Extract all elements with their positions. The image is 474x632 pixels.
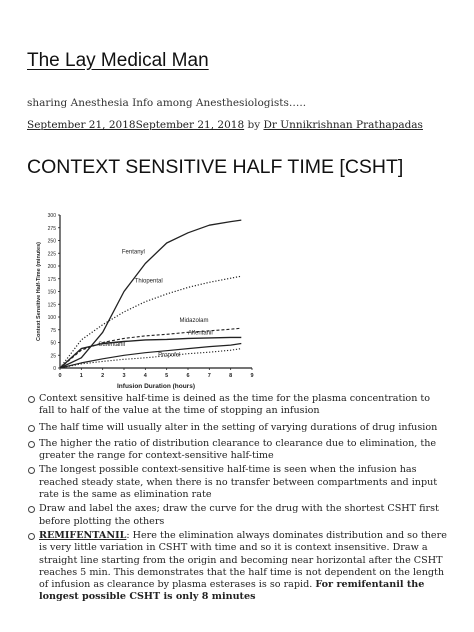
list-item bbox=[27, 438, 447, 463]
y-tick-label: 275 bbox=[47, 225, 56, 232]
series-label-alfentanil: Alfentanil bbox=[188, 330, 213, 337]
author-link[interactable]: Dr Unnikrishnan Prathapadas bbox=[263, 119, 423, 131]
bullet-text: Context sensitive half-time is deined as the time for the plasma concentration to fall to half of the value at the time of stopping an infusion bbox=[39, 393, 431, 417]
post-date-link[interactable]: September 21, 2018September 21, 2018 bbox=[27, 119, 245, 131]
list-item bbox=[27, 422, 447, 434]
x-tick-label: 7 bbox=[207, 373, 211, 379]
y-tick-label: 75 bbox=[50, 327, 56, 334]
y-tick-label: 50 bbox=[50, 340, 56, 347]
x-tick-label: 1 bbox=[79, 373, 83, 379]
bullet-text: The longest possible context-sensitive half-time is seen when the infusion has reached steady state, when there is no transfer between compartments and input rate is the same as elimination rate bbox=[39, 464, 438, 501]
circle-bullet-icon bbox=[28, 533, 35, 540]
x-axis-title: Infusion Duration (hours) bbox=[117, 383, 195, 390]
y-tick-label: 300 bbox=[47, 213, 56, 219]
circle-bullet-icon bbox=[28, 467, 35, 474]
y-tick-label: 0 bbox=[53, 366, 56, 372]
circle-bullet-icon bbox=[28, 441, 35, 448]
y-tick-label: 225 bbox=[47, 251, 56, 258]
list-item bbox=[27, 464, 447, 501]
series-line-thiopental bbox=[60, 276, 241, 368]
bullet-text: The higher the ratio of distribution clearance to clearance due to elimination, the greater the range for context-sensitive half-time bbox=[39, 437, 437, 462]
remifentanil-bold-text: For remifentanil the longest possible CSHT is only 8 minutes bbox=[39, 579, 425, 603]
y-tick-label: 100 bbox=[47, 315, 56, 321]
x-tick-label: 2 bbox=[101, 373, 105, 379]
list-item-remifentanil bbox=[27, 530, 447, 604]
series-label-fentanyl: Fentanyl bbox=[121, 249, 145, 256]
y-tick-label: 175 bbox=[47, 276, 56, 283]
circle-bullet-icon bbox=[28, 396, 35, 403]
x-tick-label: 3 bbox=[122, 373, 126, 379]
x-tick-label: 8 bbox=[229, 373, 233, 379]
notes-list bbox=[27, 393, 447, 608]
y-tick-label: 125 bbox=[47, 302, 56, 309]
remifentanil-label: REMIFENTANIL bbox=[39, 529, 127, 541]
x-tick-label: 4 bbox=[143, 373, 147, 379]
site-title-link[interactable]: The Lay Medical Man bbox=[27, 50, 209, 71]
site-tagline: sharing Anesthesia Info among Anesthesiologists….. bbox=[27, 97, 307, 109]
list-item bbox=[27, 503, 447, 528]
csht-chart bbox=[30, 205, 260, 395]
series-label-propofol: Propofol bbox=[158, 352, 181, 359]
circle-bullet-icon bbox=[28, 425, 35, 432]
post-meta bbox=[27, 119, 423, 131]
bullet-text: The half time will usually alter in the setting of varying durations of drug infusion bbox=[39, 421, 438, 433]
series-label-thiopental: Thiopental bbox=[134, 278, 163, 285]
remifentanil-text: : Here the elimination always dominates distribution and so there is very little variation in CSHT with time and so it is context insensitive. Draw a straight line starting from the origin and becoming near horizontal after the CSHT reaches 5 min. This demonstrates that the half time is not dependent on the length of infusion as clearance by plasma esterases is so rapid. bbox=[39, 529, 447, 591]
series-label-midazolam: Midazolam bbox=[179, 318, 209, 325]
y-tick-label: 25 bbox=[50, 353, 56, 360]
x-tick-label: 6 bbox=[186, 373, 190, 379]
y-tick-label: 150 bbox=[47, 289, 56, 296]
y-tick-label: 250 bbox=[47, 238, 56, 245]
x-tick-label: 0 bbox=[58, 373, 62, 379]
series-label-sufentanil: Sufentanil bbox=[98, 342, 126, 349]
x-tick-label: 5 bbox=[165, 373, 169, 379]
bullet-text: Draw and label the axes; draw the curve for the drug with the shortest CSHT first before plotting the others bbox=[39, 503, 439, 527]
circle-bullet-icon bbox=[28, 506, 35, 513]
x-tick-label: 9 bbox=[250, 373, 254, 379]
list-item bbox=[27, 393, 447, 418]
csht-figure bbox=[30, 205, 260, 395]
post-title: CONTEXT SENSITIVE HALF TIME [CSHT] bbox=[27, 156, 404, 178]
y-axis-title: Context Sensitive Half-Time (minutes) bbox=[36, 242, 42, 341]
y-tick-label: 200 bbox=[47, 264, 56, 270]
by-text: by bbox=[244, 119, 264, 131]
